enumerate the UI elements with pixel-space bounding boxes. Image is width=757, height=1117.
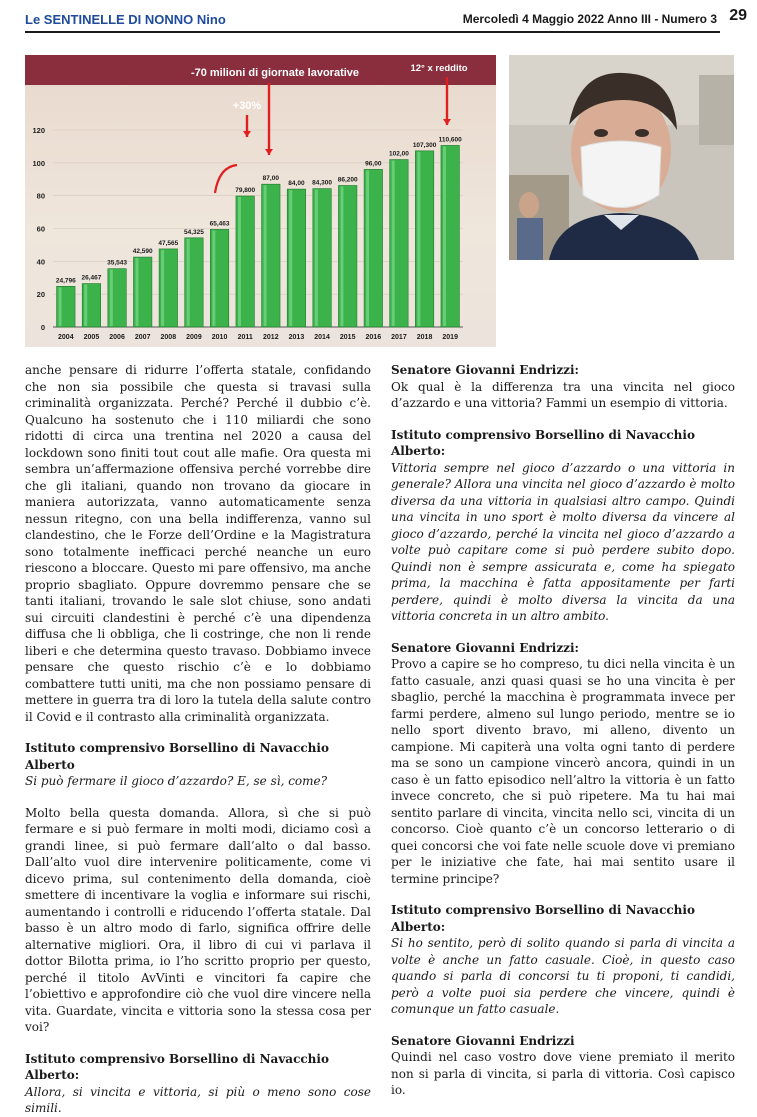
paragraph: Molto bella questa domanda. Allora, sì che si può fermare e si può fermare in molti modi, diciamo così a grandi linee, si può fermare dall’alto o dal basso. Dall’alto vuol dire intervenire politicamente, come vi dicevo prima, sul contenimento della domanda, cioè smettere di incentivare la voglia e informare sui rischi, aumentando i controlli e riducendo l’offerta statale. Dal basso è un altro modo di farlo, significa offrire delle alternative migliori. Ora, il libro di cui vi parlava il dottor Bilotta prima, io l’ho scritto proprio per questo, perché il titolo AvVinti e vincitori fa capire che l’obiettivo e approfondire ciò che vuol dire vincere nella vita. Guardate, vincita e vittoria sono la stessa cosa per voi? [25, 805, 371, 1034]
x-tick-label: 2012 [263, 334, 279, 341]
x-tick-label: 2008 [160, 334, 177, 341]
speaker-name: Senatore Giovanni Endrizzi [391, 1033, 575, 1048]
x-tick-label: 2006 [109, 334, 125, 341]
left-column [25, 362, 371, 1117]
student-webcam-photo [509, 55, 734, 260]
question-text: Si può fermare il gioco d’azzardo? E, se sì, come? [25, 774, 328, 788]
answer-text: Allora, si vincita e vittoria, si più o meno sono cose simili. [25, 1084, 371, 1115]
bar-highlight [84, 285, 87, 326]
bar-value-label: 54,325 [183, 228, 204, 236]
y-tick-label: 20 [36, 290, 45, 300]
bar-highlight [315, 190, 318, 326]
bar-highlight [238, 197, 241, 326]
paragraph: Quindi nel caso vostro dove viene premiato il merito non si parla di vincita, si parla di vittoria. Così capisco io. [391, 1050, 735, 1097]
x-tick-label: 2009 [186, 334, 202, 341]
bar-highlight [392, 161, 395, 326]
x-tick-label: 2010 [211, 334, 228, 341]
speaker-name: Senatore Giovanni Endrizzi: [391, 363, 579, 377]
bar-value-label: 102,00 [388, 150, 409, 158]
bar-highlight [161, 250, 164, 326]
speaker-institute: Istituto comprensivo Borsellino di Navacchio [25, 1051, 329, 1066]
speaker-name: Alberto: [25, 1068, 80, 1082]
x-tick-label: 2017 [391, 334, 407, 341]
paragraph: Ok qual è la differenza tra una vincita nel gioco d’azzardo e una vittoria? Fammi un esempio di vittoria. [391, 379, 735, 410]
bar-highlight [366, 170, 369, 326]
bar-value-label: 107,300 [412, 141, 437, 149]
bar-highlight [59, 287, 62, 326]
x-tick-label: 2018 [416, 334, 433, 341]
right-column [391, 362, 735, 1099]
annotation-arrow-head [443, 119, 451, 125]
bar-highlight [135, 258, 138, 326]
annotation-label: +30% [232, 100, 262, 112]
speaker-name: Senatore Giovanni Endrizzi: [391, 640, 579, 655]
y-tick-label: 100 [32, 158, 45, 168]
annotation-arrow-head [265, 149, 273, 155]
paragraph: anche pensare di ridurre l’offerta statale, confidando che non sia possibile che questa si travasi sulla criminalità organizzata. Perché? Perché il dubbio c’è. Qualcuno ha sostenuto che i 110 miliardi che sono ridotti di circa una trentina nel 2020 a causa del lockdown sono finiti tout cout alle mafie. Ora questa mi sembra un’affermazione offensiva perché vorrebbe dire che gli italiani, quando non trovano da giocare in maniera autorizzata, vanno automaticamente senza nessun ritegno, con una bella indifferenza, vanno sul clandestino, che le Forze dell’Ordine e la Magistratura sono totalmente inefficaci perché neanche un euro riescono a bloccare. Questo mi pare offensivo, ma anche proprio sbagliato. Oppure dovremmo pensare che se tanti italiani, trovando le sale slot chiuse, sono andati sui circuiti clandestini è perché c’è una dipendenza diffusa che li obbliga, che li costringe, che non li rende liberi e che determina questo travaso. Dobbiamo invece pensare che questo rischio c’è e lo dobbiamo combattere tutti uniti, ma che non possiamo pensare di mettere in guerra tra di loro la tutela della salute contro il Covid e il contrasto alla criminalità organizzata. [25, 363, 371, 724]
bar-value-label: 24,796 [55, 277, 76, 285]
bar-value-label: 42,590 [132, 248, 153, 256]
header-rule [25, 31, 720, 33]
speaker-name: Alberto [25, 757, 75, 772]
x-tick-label: 2011 [237, 334, 253, 341]
bar-value-label: 96,00 [365, 160, 382, 168]
bar-highlight [340, 186, 343, 326]
photo-illustration [509, 55, 734, 260]
speaker-name: Alberto: [391, 444, 446, 458]
answer-text: Vittoria sempre nel gioco d’azzardo o una vittoria in generale? Allora una vincita nel gioco d’azzardo è molto diversa da una vittoria in qualsiasi altro campo. Quindi una vincita in uno sport è molto diversa da vincere al gioco d’azzardo, perché la vincita nel gioco d’azzardo a volte può capitare come si può perdere subito dopo. Quindi non è sempre assicurata e, come ha spiegato prima, la macchina è fatta appositamente per farti perdere, quindi è molto diversa la vincita da una vittoria concreta in un altro ambito. [391, 460, 735, 623]
annotation-label: 12° x reddito [410, 63, 468, 74]
bar-value-label: 87,00 [262, 175, 279, 183]
bar-value-label: 86,200 [337, 176, 358, 184]
bar-highlight [417, 152, 420, 326]
x-tick-label: 2015 [339, 334, 356, 341]
y-tick-label: 60 [36, 224, 45, 234]
x-tick-label: 2013 [288, 334, 305, 341]
annotation-arrow-head [243, 131, 251, 137]
bar-value-label: 26,467 [81, 274, 102, 282]
x-tick-label: 2016 [365, 334, 382, 341]
bar-highlight [264, 185, 267, 326]
speaker-institute: Istituto comprensivo Borsellino di Navacchio [25, 741, 329, 755]
y-tick-label: 0 [40, 323, 45, 332]
bar-value-label: 79,800 [235, 186, 256, 194]
x-tick-label: 2007 [134, 334, 151, 341]
speaker-institute: Istituto comprensivo Borsellino di Navacchio [391, 427, 695, 442]
bar-value-label: 84,300 [312, 179, 333, 187]
page-number: 29 [729, 7, 747, 24]
annotation-label: -70 milioni di giornate lavorative [190, 67, 360, 79]
x-tick-label: 2019 [442, 334, 458, 341]
speaker-name: Alberto: [391, 919, 446, 934]
y-tick-label: 120 [32, 126, 45, 135]
bar-highlight [212, 230, 215, 326]
bar-highlight [289, 190, 292, 326]
publication-title: Le SENTINELLE DI NONNO Nino [25, 12, 226, 27]
page-header [25, 6, 747, 30]
bar-value-label: 47,565 [158, 239, 179, 247]
y-tick-label: 80 [36, 191, 45, 201]
paragraph: Provo a capire se ho compreso, tu dici nella vincita è un fatto casuale, anzi quasi quasi se ho una vincita è per sbaglio, perché la macchina è programmata invece per farmi perdere, almeno sul lungo periodo, mentre se io nello sport divento bravo, mi alleno, divento un campione. Mi capiterà una volta ogni tanto di perdere ma se sono un campione vincerò ancora, quindi in un caso è un fatto episodico nell’altro la vittoria è un fatto invece concreto, che si può ripetere. Ma tu hai mai sentito parlare di vincita, vincita nello sci, vincita di un concorso. Cioè quanto c’è un concorso letterario o di quei concorsi che voi fate nelle scuole dove vi premiano per le iniziative che fate, hai mai sentito usare il termine principe? [391, 657, 735, 886]
bar-highlight [110, 270, 113, 326]
bar-value-label: 110,600 [438, 136, 462, 144]
x-tick-label: 2005 [83, 334, 100, 341]
bar-value-label: 65,463 [209, 220, 230, 228]
annotation-curve [215, 165, 237, 193]
issue-info: Mercoledì 4 Maggio 2022 Anno III - Numero 3 [462, 12, 717, 26]
answer-text: Si ho sentito, però di solito quando si parla di vincita a volte è anche un fatto casuale. Cioè, in questo caso quando si parla di concorsi tu ti proponi, ti candidi, però a volte puoi sia perdere che vincere, quindi è comunque un fatto casuale. [391, 936, 735, 1016]
x-tick-label: 2014 [314, 334, 330, 341]
bar-highlight [443, 146, 446, 326]
x-tick-label: 2004 [58, 334, 74, 341]
bar-highlight [187, 239, 190, 326]
chart-svg [25, 55, 496, 347]
bar-chart [25, 55, 496, 347]
speaker-institute: Istituto comprensivo Borsellino di Navacchio [391, 903, 695, 917]
bar-value-label: 35,543 [107, 259, 128, 267]
y-tick-label: 40 [36, 257, 45, 267]
bar-value-label: 84,00 [288, 180, 305, 188]
